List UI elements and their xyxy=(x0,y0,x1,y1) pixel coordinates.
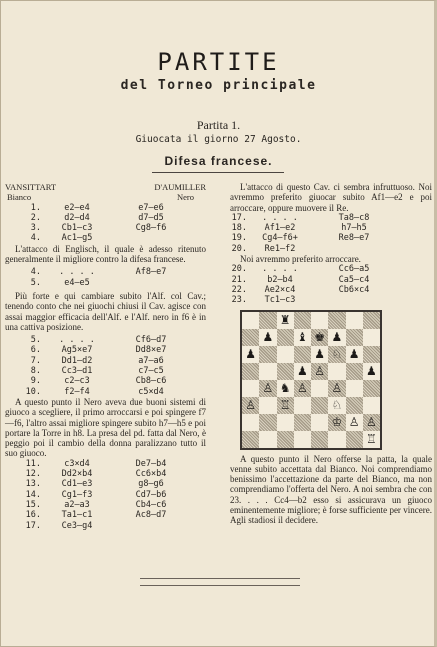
move-row xyxy=(5,490,206,500)
black-move xyxy=(313,295,395,305)
board-square: ♖ xyxy=(277,397,294,414)
board-square xyxy=(277,363,294,380)
board-square: ♙ xyxy=(328,380,345,397)
move-number: 17. xyxy=(25,520,41,531)
white-move: b2—b4 xyxy=(267,274,293,285)
board-square xyxy=(311,312,328,329)
move-row xyxy=(5,459,206,469)
board-square xyxy=(346,397,363,414)
black-move xyxy=(313,244,395,254)
board-square xyxy=(242,363,259,380)
white-move: Cg4—f6+ xyxy=(262,233,298,244)
move-number: 13. xyxy=(25,479,41,490)
white-move: f2—f4 xyxy=(64,386,90,397)
board-square: ♔ xyxy=(328,414,345,431)
move-row xyxy=(5,356,206,366)
page-title: PARTITE xyxy=(157,48,280,76)
board-square xyxy=(363,397,380,414)
board-square: ♜ xyxy=(277,312,294,329)
black-player: D'AUMILLER xyxy=(154,182,206,192)
white-move: Dd1—d2 xyxy=(61,355,93,366)
white-move: Cb1—c3 xyxy=(61,223,93,234)
board-square: ♝ xyxy=(294,329,311,346)
move-row xyxy=(230,244,432,254)
board-square xyxy=(259,312,276,329)
move-number: 2. xyxy=(30,212,41,223)
players-row xyxy=(5,182,206,192)
move-number: 18. xyxy=(231,223,247,234)
white-move: Cg1—f3 xyxy=(61,489,93,500)
board-square xyxy=(277,329,294,346)
move-row xyxy=(5,521,206,531)
white-move: Cd1—e3 xyxy=(61,479,93,490)
board-square xyxy=(294,397,311,414)
white-move: e2—e4 xyxy=(64,202,90,213)
move-row xyxy=(5,267,206,277)
black-move: Dd8×e7 xyxy=(135,345,167,356)
colors-row xyxy=(5,192,206,202)
commentary-3: A questo punto il Nero aveva due buoni sistemi di giuoco a scegliere, il primo arroccarsi e poi spingere f7—f6, l'altro assai migliore spingere subito h7—h5 e poi portare la Torre in h8. La presa del pd. fatta dal Nero, è peggio poi il cambio della donna paralizzano tutto il suo giuoco. xyxy=(5,396,206,459)
move-row xyxy=(230,295,432,305)
board-square: ♙ xyxy=(363,414,380,431)
board-square: ♟ xyxy=(311,346,328,363)
black-move: Cg8—f6 xyxy=(135,223,167,234)
board-square: ♟ xyxy=(363,363,380,380)
board-square xyxy=(363,329,380,346)
white-move: a2—a3 xyxy=(64,499,90,510)
closing-ornament xyxy=(140,578,300,586)
move-row xyxy=(230,233,432,243)
board-square xyxy=(277,346,294,363)
move-number: 11. xyxy=(25,458,41,469)
black-move: Af8—e7 xyxy=(135,267,167,278)
move-number: 8. xyxy=(30,366,41,377)
move-list-a xyxy=(5,203,206,244)
board-square: ♙ xyxy=(242,397,259,414)
white-move: c2—c3 xyxy=(64,376,90,387)
black-move xyxy=(113,521,189,531)
board-square xyxy=(311,380,328,397)
move-number: 22. xyxy=(231,284,247,295)
white-move: c3×d4 xyxy=(64,458,90,469)
move-number: 6. xyxy=(30,345,41,356)
move-row xyxy=(230,264,432,274)
board-square: ♟ xyxy=(328,329,345,346)
move-row xyxy=(5,500,206,510)
board-square xyxy=(259,414,276,431)
black-move: Cb8—c6 xyxy=(135,376,167,387)
move-number: 16. xyxy=(25,510,41,521)
board-square xyxy=(242,312,259,329)
board-square xyxy=(346,329,363,346)
white-move: Ac1—g5 xyxy=(61,233,93,244)
game-date: Giuocata il giorno 27 Agosto. xyxy=(135,134,302,145)
board-square xyxy=(363,312,380,329)
black-move: Cc6—a5 xyxy=(338,264,370,275)
white-move: Ae2×c4 xyxy=(264,284,296,295)
move-number: 5. xyxy=(30,277,41,288)
board-square xyxy=(346,380,363,397)
board-square xyxy=(242,329,259,346)
black-move: Cc6×b4 xyxy=(135,469,167,480)
white-move: Tc1—c3 xyxy=(264,295,296,306)
black-color-label: Nero xyxy=(177,192,194,203)
move-number: 15. xyxy=(25,499,41,510)
black-move: a7—a6 xyxy=(138,355,164,366)
black-move: De7—b4 xyxy=(135,458,167,469)
black-move xyxy=(113,233,189,243)
move-row xyxy=(5,345,206,355)
move-row xyxy=(5,233,206,243)
board-square xyxy=(363,380,380,397)
move-row xyxy=(5,203,206,213)
move-row xyxy=(230,223,432,233)
move-number: 17. xyxy=(231,212,247,223)
move-number: 4. xyxy=(30,267,41,278)
board-square xyxy=(294,414,311,431)
white-move: Dd2×b4 xyxy=(61,469,93,480)
move-row xyxy=(230,213,432,223)
black-move: Cf6—d7 xyxy=(135,335,167,346)
move-list-c xyxy=(5,335,206,397)
commentary-2: Più forte e qui cambiare subito l'Alf. col Cav.; tenendo conto che nei giuochi chiusi il Cav. agisce con assai maggior efficacia dell'Alf. e l'Alf. nero in f6 è in una cattiva posizione. xyxy=(5,290,206,332)
board-square xyxy=(311,431,328,448)
board-square: ♙ xyxy=(346,414,363,431)
board-square: ♚ xyxy=(311,329,328,346)
black-move: Cd7—b6 xyxy=(135,489,167,500)
white-move: e4—e5 xyxy=(64,277,90,288)
board-square: ♘ xyxy=(328,346,345,363)
opening-underline xyxy=(152,172,284,173)
board-square xyxy=(328,363,345,380)
move-number: 4. xyxy=(30,233,41,244)
board-square xyxy=(294,431,311,448)
white-move: d2—d4 xyxy=(64,212,90,223)
board-square: ♙ xyxy=(259,380,276,397)
board-square xyxy=(259,397,276,414)
move-row xyxy=(230,285,432,295)
white-move: . . . . xyxy=(59,335,95,346)
white-move: . . . . xyxy=(262,212,298,223)
board-square: ♞ xyxy=(277,380,294,397)
commentary-6: A questo punto il Nero offerse la patta, la quale venne subito accettata dal Bianco. Noi comprendiamo benissimo l'accettazione da parte del Bianco, ma non comprendiamo l'offerta del Nero. A noi sembra che con 23. . . . Cc4—b2 esso si assicurava un giuoco eminentemente migliore; è forse sufficiente per vincere. Agli stadiosi il decidere. xyxy=(230,453,432,526)
move-row xyxy=(5,213,206,223)
white-move: . . . . xyxy=(59,267,95,278)
move-list-e xyxy=(230,213,432,254)
move-list-f xyxy=(230,264,432,305)
move-number: 3. xyxy=(30,223,41,234)
board-square: ♙ xyxy=(311,363,328,380)
opening-name: Difesa francese. xyxy=(164,154,273,168)
white-move: Ag5×e7 xyxy=(61,345,93,356)
move-row xyxy=(5,278,206,288)
black-move: Ca5—c4 xyxy=(338,274,370,285)
black-move: h7—h5 xyxy=(341,223,367,234)
black-move: g8—g6 xyxy=(138,479,164,490)
white-move: Ta1—c1 xyxy=(61,510,93,521)
page-subtitle: del Torneo principale xyxy=(120,78,317,93)
white-color-label: Bianco xyxy=(7,192,32,203)
move-list-b xyxy=(5,267,206,288)
move-number: 19. xyxy=(231,233,247,244)
board-square xyxy=(346,431,363,448)
move-row xyxy=(5,387,206,397)
board-square xyxy=(294,312,311,329)
white-move: Re1—f2 xyxy=(264,243,296,254)
board-square: ♟ xyxy=(294,363,311,380)
right-column xyxy=(230,182,432,526)
white-move: Ce3—g4 xyxy=(61,520,93,531)
board-square: ♙ xyxy=(294,380,311,397)
black-move xyxy=(113,278,189,288)
black-move: c5×d4 xyxy=(138,386,164,397)
move-list-d xyxy=(5,459,206,531)
black-move: c7—c5 xyxy=(138,366,164,377)
left-column xyxy=(5,182,206,531)
black-move: Re8—e7 xyxy=(338,233,370,244)
commentary-4: L'attacco di questo Cav. ci sembra infruttuoso. Noi avremmo preferito giuocar subito Af1—e2 e poi arroccare, oppure muovere il Re. xyxy=(230,182,432,213)
board-square xyxy=(259,431,276,448)
board-square: ♖ xyxy=(363,431,380,448)
move-number: 20. xyxy=(231,243,247,254)
board-square xyxy=(259,363,276,380)
black-move: d7—d5 xyxy=(138,212,164,223)
move-number: 21. xyxy=(231,274,247,285)
move-number: 1. xyxy=(30,202,41,213)
board-square: ♘ xyxy=(328,397,345,414)
black-move: Cb6×c4 xyxy=(338,284,370,295)
board-square xyxy=(311,414,328,431)
commentary-5: Noi avremmo preferito arroccare. xyxy=(240,254,361,265)
board-square xyxy=(259,346,276,363)
white-move: Cc3—d1 xyxy=(61,366,93,377)
board-square xyxy=(328,312,345,329)
board-square xyxy=(311,397,328,414)
move-number: 10. xyxy=(25,386,41,397)
board-square xyxy=(242,431,259,448)
move-number: 14. xyxy=(25,489,41,500)
move-row xyxy=(5,479,206,489)
move-row xyxy=(230,275,432,285)
board-square xyxy=(277,431,294,448)
move-number: 12. xyxy=(25,469,41,480)
move-row xyxy=(5,469,206,479)
black-move: e7—e6 xyxy=(138,202,164,213)
move-row xyxy=(5,510,206,520)
chess-diagram xyxy=(240,310,382,450)
board-square: ♟ xyxy=(259,329,276,346)
white-move: . . . . xyxy=(262,264,298,275)
move-number: 5. xyxy=(30,335,41,346)
board-square: ♟ xyxy=(346,346,363,363)
board-square xyxy=(242,380,259,397)
white-player: VANSITTART xyxy=(5,182,57,192)
move-number: 9. xyxy=(30,376,41,387)
move-number: 20. xyxy=(231,264,247,275)
move-row xyxy=(5,366,206,376)
move-row xyxy=(5,223,206,233)
board-square: ♟ xyxy=(242,346,259,363)
move-number: 7. xyxy=(30,355,41,366)
black-move: Ac8—d7 xyxy=(135,510,167,521)
white-move: Af1—e2 xyxy=(264,223,296,234)
board-square xyxy=(346,363,363,380)
board-square xyxy=(294,346,311,363)
board-square xyxy=(277,414,294,431)
move-number: 23. xyxy=(231,295,247,306)
black-move: Cb4—c6 xyxy=(135,499,167,510)
board-square xyxy=(328,431,345,448)
black-move: Ta8—c8 xyxy=(338,212,370,223)
board-square xyxy=(346,312,363,329)
board-square xyxy=(242,414,259,431)
game-number: Partita 1. xyxy=(196,118,241,132)
board-square xyxy=(363,346,380,363)
move-row xyxy=(5,376,206,386)
commentary-1: L'attacco di Englisch, il quale è adesso ritenuto generalmente il migliore contro la difesa francese. xyxy=(5,243,206,265)
move-row xyxy=(5,335,206,345)
